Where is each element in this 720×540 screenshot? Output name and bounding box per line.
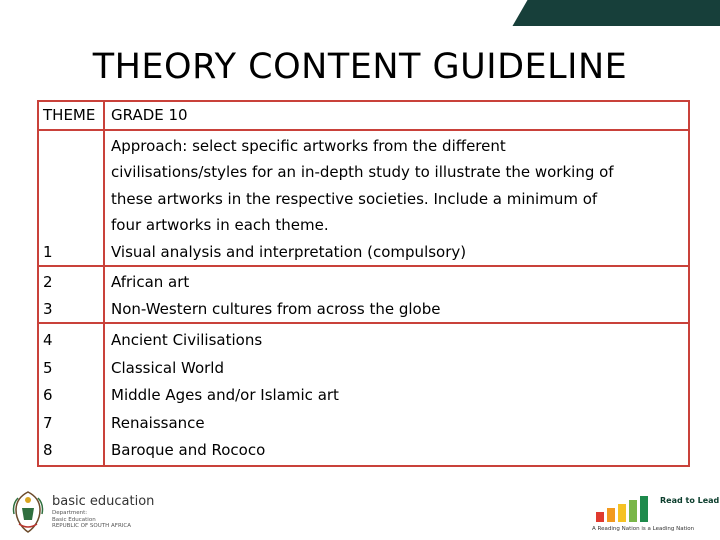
row-number: 4 (43, 331, 53, 349)
department-line: Department: (52, 510, 88, 516)
approach-num-cell (38, 130, 104, 267)
table-header-row (38, 101, 689, 130)
row-number: 6 (43, 386, 53, 404)
theme-text: Classical World (111, 358, 224, 377)
row-number: 5 (43, 358, 53, 377)
read-to-lead-bars-icon (594, 494, 654, 524)
coat-of-arms-icon (10, 490, 46, 534)
row-number: 3 (43, 299, 53, 318)
row-number: 2 (43, 273, 53, 291)
table-row-themes-2-3 (38, 266, 689, 323)
num-cell (38, 266, 104, 323)
theme-text: Baroque and Rococo (111, 441, 266, 459)
header-grade: GRADE 10 (104, 101, 689, 130)
theme-text: Visual analysis and interpretation (compulsory) (111, 242, 467, 261)
theme-text: African art (111, 273, 190, 291)
theme-text: Non-Western cultures from across the globe (111, 299, 441, 318)
department-line: REPUBLIC OF SOUTH AFRICA (52, 523, 131, 530)
basic-education-logo (10, 490, 155, 534)
read-to-lead-logo (588, 492, 720, 538)
read-to-lead-name: Read to Lead (660, 496, 720, 505)
corner-accent-band (512, 0, 720, 26)
text-cell (104, 266, 689, 323)
row-number: 7 (43, 413, 53, 432)
read-to-lead-tagline: A Reading Nation is a Leading Nation (592, 526, 695, 532)
basic-education-name: basic education (52, 494, 155, 509)
approach-line: four artworks in each theme. (111, 216, 329, 234)
theme-text: Middle Ages and/or Islamic art (111, 386, 339, 404)
approach-text-cell (104, 130, 689, 267)
approach-line: these artworks in the respective societies. Include a minimum of (111, 189, 598, 208)
row-number: 8 (43, 441, 53, 459)
approach-line: civilisations/styles for an in-depth study to illustrate the working of (111, 163, 614, 181)
header-theme: THEME (38, 101, 104, 130)
theme-text: Renaissance (111, 413, 205, 432)
approach-line: Approach: select specific artworks from the different (111, 136, 506, 155)
content-table (37, 100, 690, 467)
table-row-approach (38, 130, 689, 267)
department-line: Basic Education (52, 516, 96, 523)
text-cell (104, 323, 689, 466)
department-lines (52, 510, 131, 530)
table-row-themes-4-8 (38, 323, 689, 466)
row-number: 1 (43, 242, 53, 261)
num-cell (38, 323, 104, 466)
theme-text: Ancient Civilisations (111, 331, 263, 349)
slide-title: THEORY CONTENT GUIDELINE (92, 47, 628, 87)
